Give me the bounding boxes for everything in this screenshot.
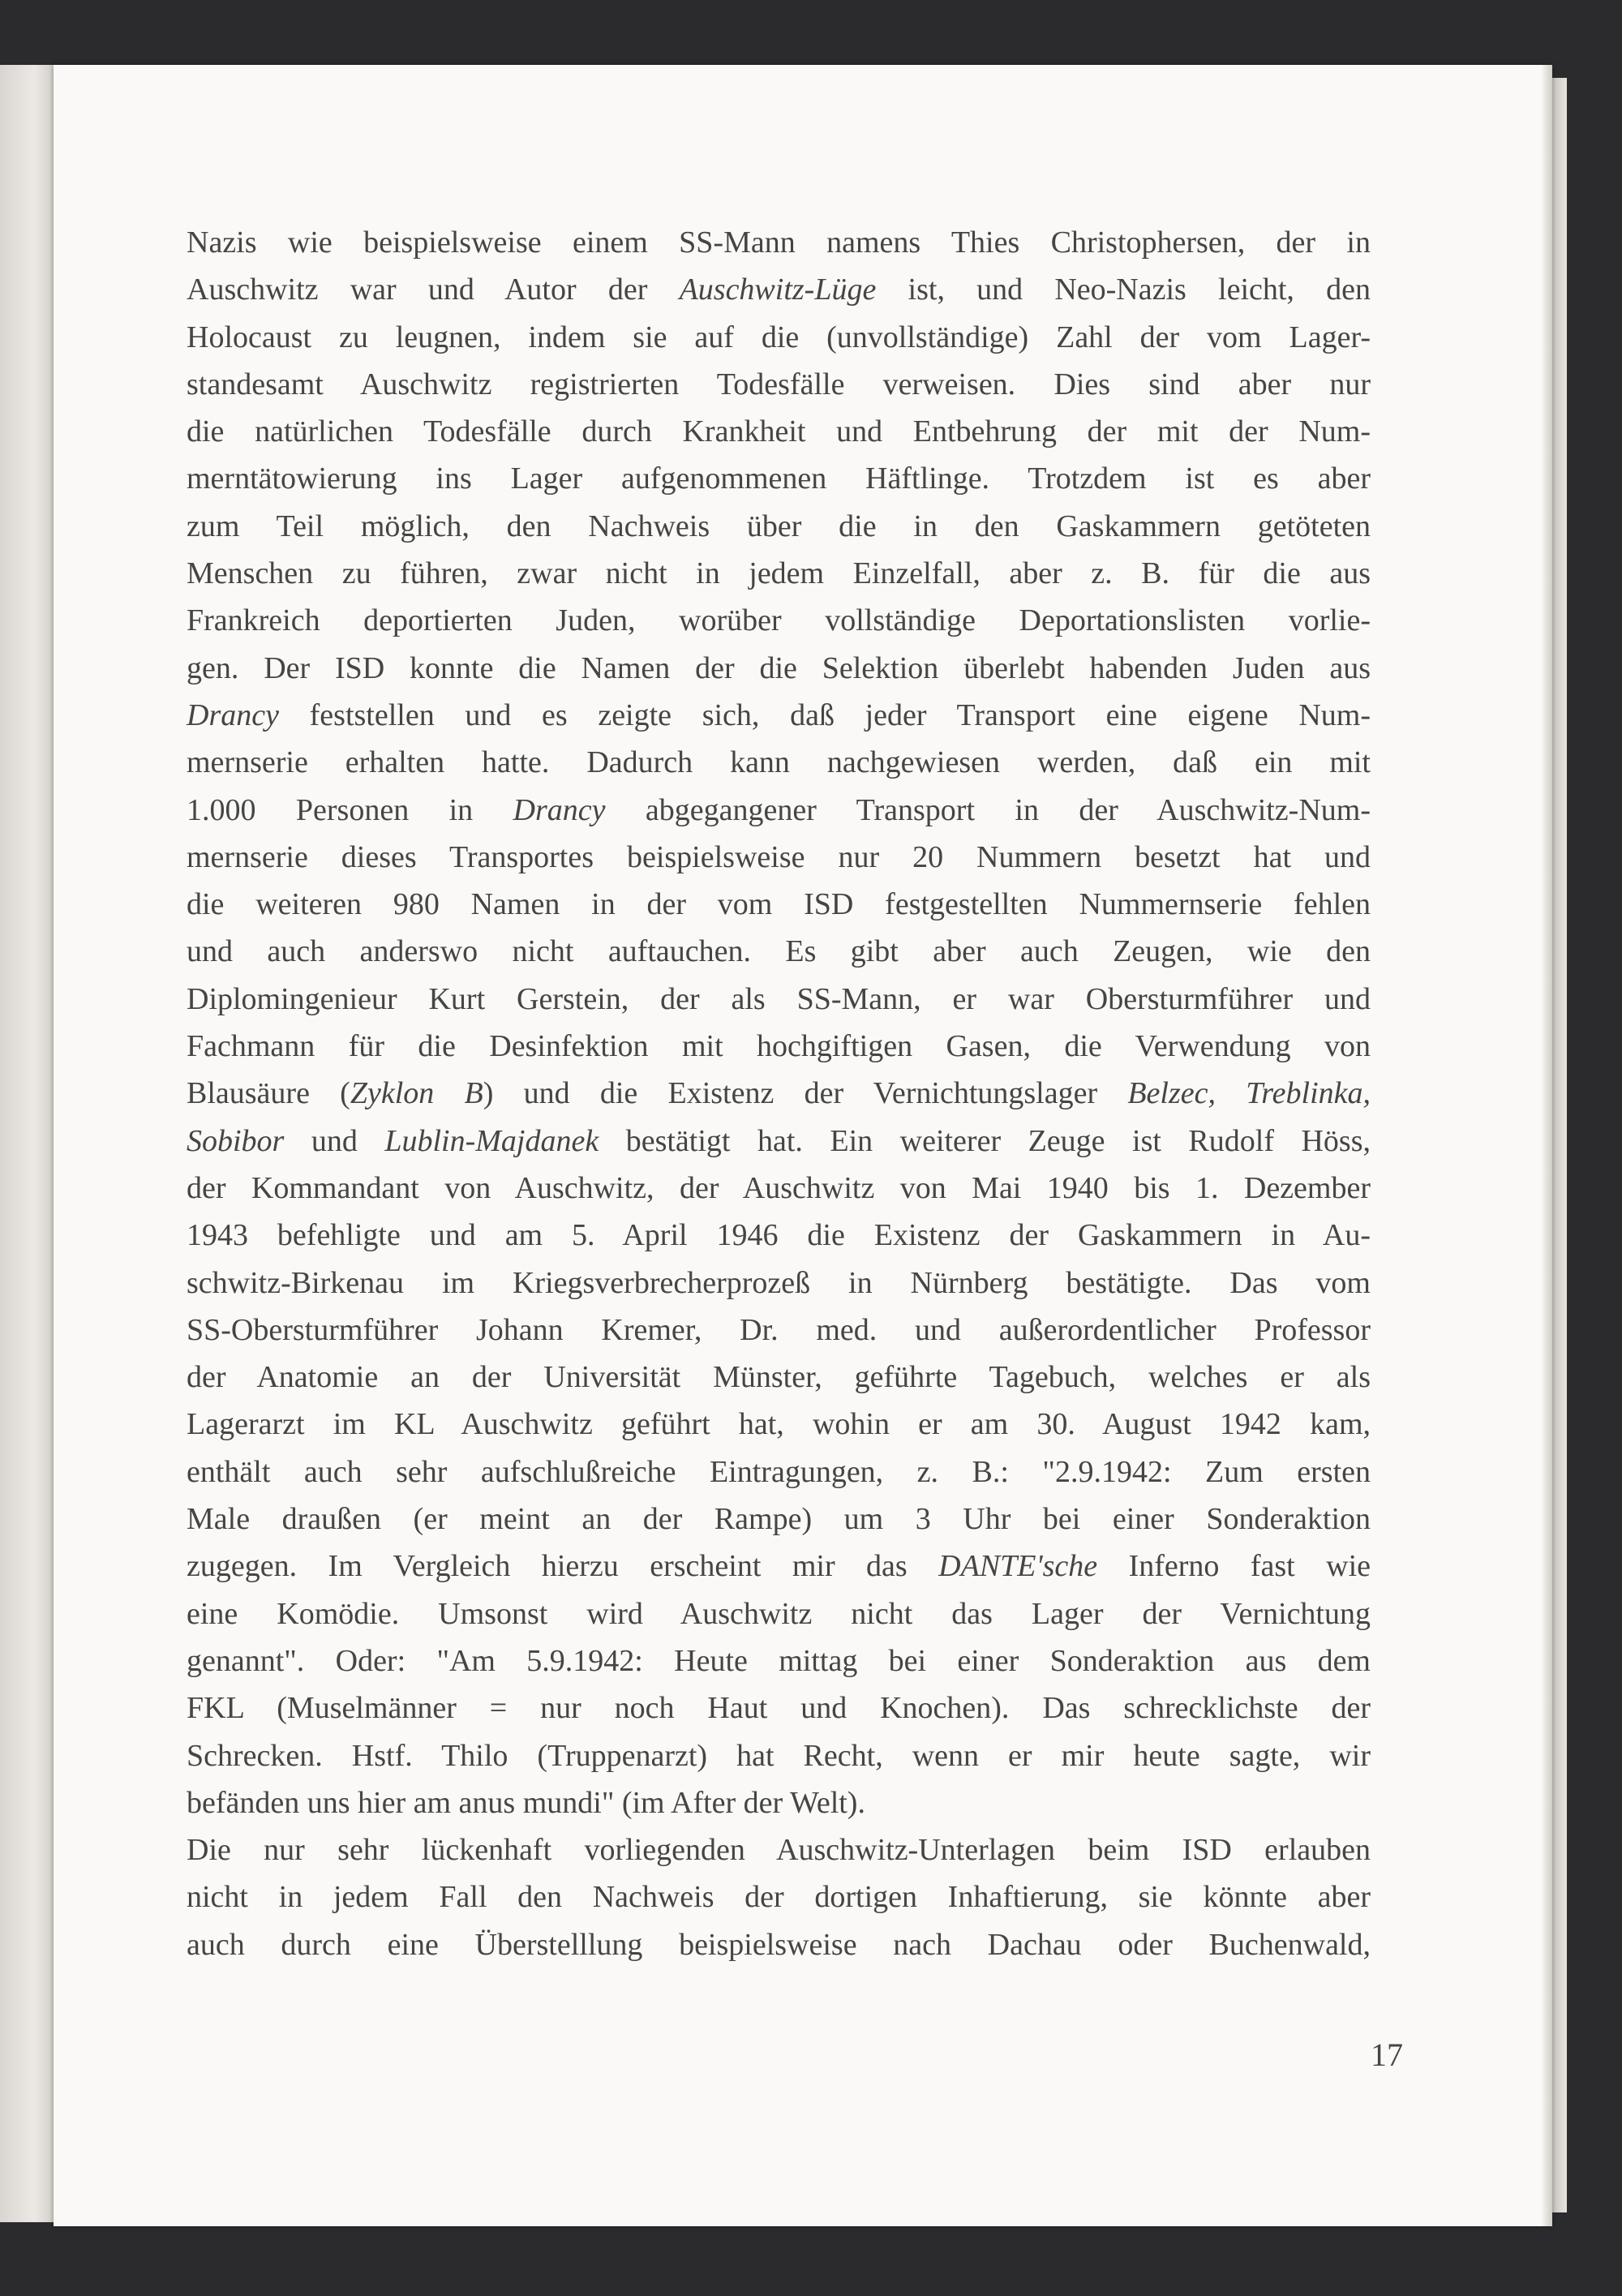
text-run: Diplomingenieur Kurt Gerstein, der als SS-Mann, er war Obersturmführer und xyxy=(187,981,1371,1016)
text-line xyxy=(187,976,1371,1023)
text-run: feststellen und es zeigte sich, daß jeder Transport eine eigene Num- xyxy=(278,697,1371,732)
page-shadow xyxy=(1541,65,1552,2226)
italic-run: Drancy xyxy=(513,792,606,827)
italic-run: Sobibor xyxy=(187,1123,285,1158)
text-run: SS-Obersturmführer Johann Kremer, Dr. med. und außerordentlicher Professor xyxy=(187,1312,1371,1347)
italic-run: Auschwitz-Lüge xyxy=(679,273,877,307)
text-line xyxy=(187,787,1371,834)
text-run: und xyxy=(284,1123,385,1158)
italic-run: Lublin-Majdanek xyxy=(384,1123,599,1158)
text-run: Die nur sehr lückenhaft vorliegenden Auschwitz-Unterlagen beim ISD erlauben xyxy=(187,1833,1371,1868)
text-run: nicht in jedem Fall den Nachweis der dortigen Inhaftierung, sie könnte aber xyxy=(187,1880,1371,1915)
text-run: Frankreich deportierten Juden, worüber vollständige Deportationslisten vorlie- xyxy=(187,603,1371,638)
text-line xyxy=(187,1165,1371,1212)
text-line xyxy=(187,739,1371,786)
body-text xyxy=(187,219,1371,1968)
text-line xyxy=(187,266,1371,313)
text-line xyxy=(187,692,1371,739)
text-run: der Kommandant von Auschwitz, der Auschwitz von Mai 1940 bis 1. Dezember xyxy=(187,1170,1371,1205)
text-line xyxy=(187,1212,1371,1259)
text-run: Fachmann für die Desinfektion mit hochgiftigen Gasen, die Verwendung von xyxy=(187,1029,1371,1064)
text-run: auch durch eine Überstelllung beispielsweise nach Dachau oder Buchenwald, xyxy=(187,1927,1371,1962)
text-line xyxy=(187,1260,1371,1307)
facing-page-edge xyxy=(0,65,57,2222)
text-line xyxy=(187,1543,1371,1590)
text-run: befänden uns hier am anus mundi" (im After der Welt). xyxy=(187,1785,865,1820)
text-run: standesamt Auschwitz registrierten Todesfälle verweisen. Dies sind aber nur xyxy=(187,367,1371,401)
text-run: genannt". Oder: "Am 5.9.1942: Heute mittag bei einer Sonderaktion aus dem xyxy=(187,1643,1371,1678)
text-run: schwitz-Birkenau im Kriegsverbrecherprozeß in Nürnberg bestätigte. Das vom xyxy=(187,1265,1371,1300)
text-line xyxy=(187,503,1371,550)
text-line xyxy=(187,1118,1371,1165)
italic-run: Belzec, Treblinka, xyxy=(1127,1076,1371,1111)
page-stack-edge xyxy=(1552,78,1567,2212)
text-line xyxy=(187,1779,1371,1826)
text-line xyxy=(187,1684,1371,1732)
text-line xyxy=(187,1637,1371,1684)
text-run: Schrecken. Hstf. Thilo (Truppenarzt) hat Recht, wenn er mir heute sagte, wir xyxy=(187,1738,1371,1773)
text-run: FKL (Muselmänner = nur noch Haut und Knochen). Das schrecklichste der xyxy=(187,1691,1371,1726)
text-run: ) und die Existenz der Vernichtungslager xyxy=(483,1076,1128,1111)
text-line xyxy=(187,314,1371,361)
italic-run: Drancy xyxy=(187,697,279,732)
text-line xyxy=(187,1401,1371,1448)
italic-run: Zyklon B xyxy=(350,1076,483,1111)
text-run: die weiteren 980 Namen in der vom ISD festgestellten Nummernserie fehlen xyxy=(187,887,1371,922)
text-run: Inferno fast wie xyxy=(1097,1549,1371,1584)
text-run: gen. Der ISD konnte die Namen der die Selektion überlebt habenden Juden aus xyxy=(187,650,1371,685)
page-number: 17 xyxy=(1371,2036,1403,2073)
text-line xyxy=(187,408,1371,455)
text-line xyxy=(187,928,1371,975)
text-line xyxy=(187,1070,1371,1117)
text-line xyxy=(187,597,1371,644)
italic-run: DANTE'sche xyxy=(938,1549,1098,1584)
text-run: der Anatomie an der Universität Münster, geführte Tagebuch, welches er als xyxy=(187,1360,1371,1395)
text-line xyxy=(187,1590,1371,1637)
text-run: mernserie dieses Transportes beispielsweise nur 20 Nummern besetzt hat und xyxy=(187,839,1371,874)
text-line xyxy=(187,834,1371,881)
text-line xyxy=(187,455,1371,502)
text-line xyxy=(187,645,1371,692)
text-line xyxy=(187,361,1371,408)
text-run: eine Komödie. Umsonst wird Auschwitz nicht das Lager der Vernichtung xyxy=(187,1596,1371,1631)
text-run: ist, und Neo-Nazis leicht, den xyxy=(876,273,1371,307)
text-line xyxy=(187,1023,1371,1070)
text-run: Blausäure ( xyxy=(187,1076,350,1111)
text-run: Menschen zu führen, zwar nicht in jedem Einzelfall, aber z. B. für die aus xyxy=(187,556,1371,591)
text-run: bestätigt hat. Ein weiterer Zeuge ist Rudolf Höss, xyxy=(599,1123,1371,1158)
text-run: zugegen. Im Vergleich hierzu erscheint mir das xyxy=(187,1549,939,1584)
text-line xyxy=(187,1921,1371,1968)
text-line xyxy=(187,1496,1371,1543)
text-line xyxy=(187,1826,1371,1873)
text-run: und auch anderswo nicht auftauchen. Es gibt aber auch Zeugen, wie den xyxy=(187,934,1371,969)
text-line xyxy=(187,219,1371,266)
text-line xyxy=(187,1448,1371,1496)
text-run: Nazis wie beispielsweise einem SS-Mann namens Thies Christophersen, der in xyxy=(187,225,1371,260)
text-run: mernserie erhalten hatte. Dadurch kann nachgewiesen werden, daß ein mit xyxy=(187,745,1371,780)
text-run: Holocaust zu leugnen, indem sie auf die (unvollständige) Zahl der vom Lager- xyxy=(187,320,1371,354)
text-line xyxy=(187,1873,1371,1920)
text-run: Lagerarzt im KL Auschwitz geführt hat, wohin er am 30. August 1942 kam, xyxy=(187,1407,1371,1442)
text-run: 1.000 Personen in xyxy=(187,792,513,827)
text-line xyxy=(187,550,1371,597)
text-run: merntätowierung ins Lager aufgenommenen Häftlinge. Trotzdem ist es aber xyxy=(187,461,1371,496)
text-run: Auschwitz war und Autor der xyxy=(187,273,680,307)
text-run: abgegangener Transport in der Auschwitz-Num- xyxy=(605,792,1371,827)
text-line xyxy=(187,1354,1371,1401)
text-line xyxy=(187,1307,1371,1354)
text-line xyxy=(187,881,1371,928)
text-run: zum Teil möglich, den Nachweis über die in den Gaskammern getöteten xyxy=(187,509,1371,543)
text-run: enthält auch sehr aufschlußreiche Eintragungen, z. B.: "2.9.1942: Zum ersten xyxy=(187,1454,1371,1489)
text-run: Male draußen (er meint an der Rampe) um 3 Uhr bei einer Sonderaktion xyxy=(187,1502,1371,1537)
text-run: 1943 befehligte und am 5. April 1946 die Existenz der Gaskammern in Au- xyxy=(187,1218,1371,1253)
text-line xyxy=(187,1732,1371,1779)
text-run: die natürlichen Todesfälle durch Krankheit und Entbehrung der mit der Num- xyxy=(187,414,1371,449)
